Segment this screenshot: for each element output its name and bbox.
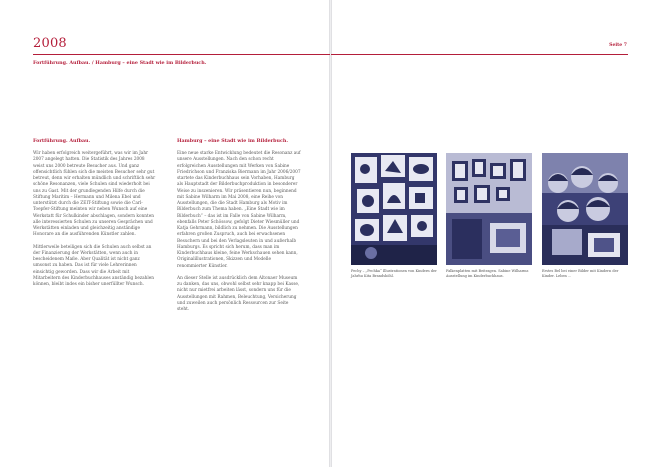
paragraph: Eine neue starke Entwicklung bedeutet die Resonanz auf unsere Ausstellungen. Nach den schon recht erfolgreichen Ausstellungen mit Werken von Sabine Friedrichson und Franziska Biermann im Jahr 2006/2007 startete das Kinderbuchhaus sein Vorhaben, Hamburg als Hauptstadt der Bilderbuchproduktion in besonderer Weise zu inszenieren. Wir präsentieren nun, beginnend mit Sabine Wilharm im Mai 2008, eine Reihe von Ausstellungen, die die Stadt Hamburg als Motiv im Bilderbuch zum Thema haben. „Eine Stadt wie im Bilderbuch“ – das ist im Falle von Sabine Wilharm, ebenfalls Peter Schössow, gefolgt Dieter Wiesmüller und Katja Gehrmann, bildlich zu nehmen. Die Ausstellungen erfahren großen Zuspruch, auch bei erwachsenen Besuchern und bei den Verlagsleuten in und außerhalb Hamburgs. Es spricht sich herum, dass man im Kinderbuchhaus kleine, feine Werkschauen sehen kann, Originalillustrationen, Skizzen und Modelle renommierter Künstler.: [177, 151, 301, 269]
photo-caption: Falkenplatten mit Beitragen. Sabine Wilharms Ausstellung im Kinderbuchhaus.: [446, 269, 529, 278]
photo-exhibition: [446, 153, 532, 265]
page-gutter: [329, 0, 332, 467]
header-rule-right: [331, 54, 628, 55]
paragraph: Wir haben erfolgreich weitergeführt, was wir im Jahr 2007 angelegt hatten. Die Statistik des Jahres 2008 weist uns 2000 betreute Besucher aus. Und ganz offensichtlich fühlen sich die meisten Besucher sehr gut betreut, denn wir erhalten mündlich und schriftlich sehr schöne Resonanzen, viele Schulen sind wiederholt bei uns zu Gast. Mit der grundlegenden Hilfe durch die Stiftung Maritim – Hermann und Milena Ebel und unterstützt durch die ZEIT-Stiftung sowie die Carl-Toepfer-Stiftung meinten wir neben Wunsch auf eine Werkstatt für Schulkinder abschlagen, sondern konnten alle interessierten Schulen zu unseren Gesprächen und Werkstätten einladen und gleichzeitig anständige Honorare an die ausführenden Künstler zahlen.: [33, 151, 156, 238]
page-number: Seite 7: [609, 43, 627, 48]
text-column-1: [33, 138, 157, 294]
photo-drawings-wall: [351, 153, 437, 265]
text-column-2: [177, 138, 301, 319]
column-heading: Fortführung. Aufbau.: [33, 138, 91, 144]
photo-children: [542, 153, 628, 265]
paragraph: An dieser Stelle ist ausdrücklich dem Altonaer Museum zu danken, das uns, obwohl selbst sehr knapp bei Kasse, nicht nur mietfrei arbeiten lässt, sondern uns für die Ausstellungen mit Rahmen, Beleuchtung, Versicherung und zuweilen auch persönlich Ressourcen zur Seite steht.: [177, 275, 300, 312]
section-subtitle: Fortführung. Aufbau. / Hamburg – eine Stadt wie im Bilderbuch.: [33, 60, 207, 66]
paragraph: Mittlerweile beteiligen sich die Schulen auch selbst an der Finanzierung der Werkstätten, wenn auch in bescheidenem Maße. Aber Qualität ist nicht ganz umsonst zu haben. Das ist für viele Lehrerinnen einsichtig geworden. Dass wir die Arbeit mit Mitarbeitern des Kinderbuchhauses anständig bezahlen können, bleibt indes ein bisher unerfüllter Wunsch.: [33, 244, 154, 287]
year-heading: 2008: [33, 36, 67, 51]
photo-caption: Erstes Bel bei einer Bilder mit Kindern der Kinder. Leben ...: [542, 269, 619, 278]
column-heading: Hamburg – eine Stadt wie im Bilderbuch.: [177, 138, 289, 144]
header-rule-left: [33, 54, 330, 55]
photo-caption: Pechy – „Pechka“ Illustrationen von Kindern der Jahrhu Kita Brandshöhl.: [351, 269, 437, 278]
photo-strip: [351, 153, 629, 265]
